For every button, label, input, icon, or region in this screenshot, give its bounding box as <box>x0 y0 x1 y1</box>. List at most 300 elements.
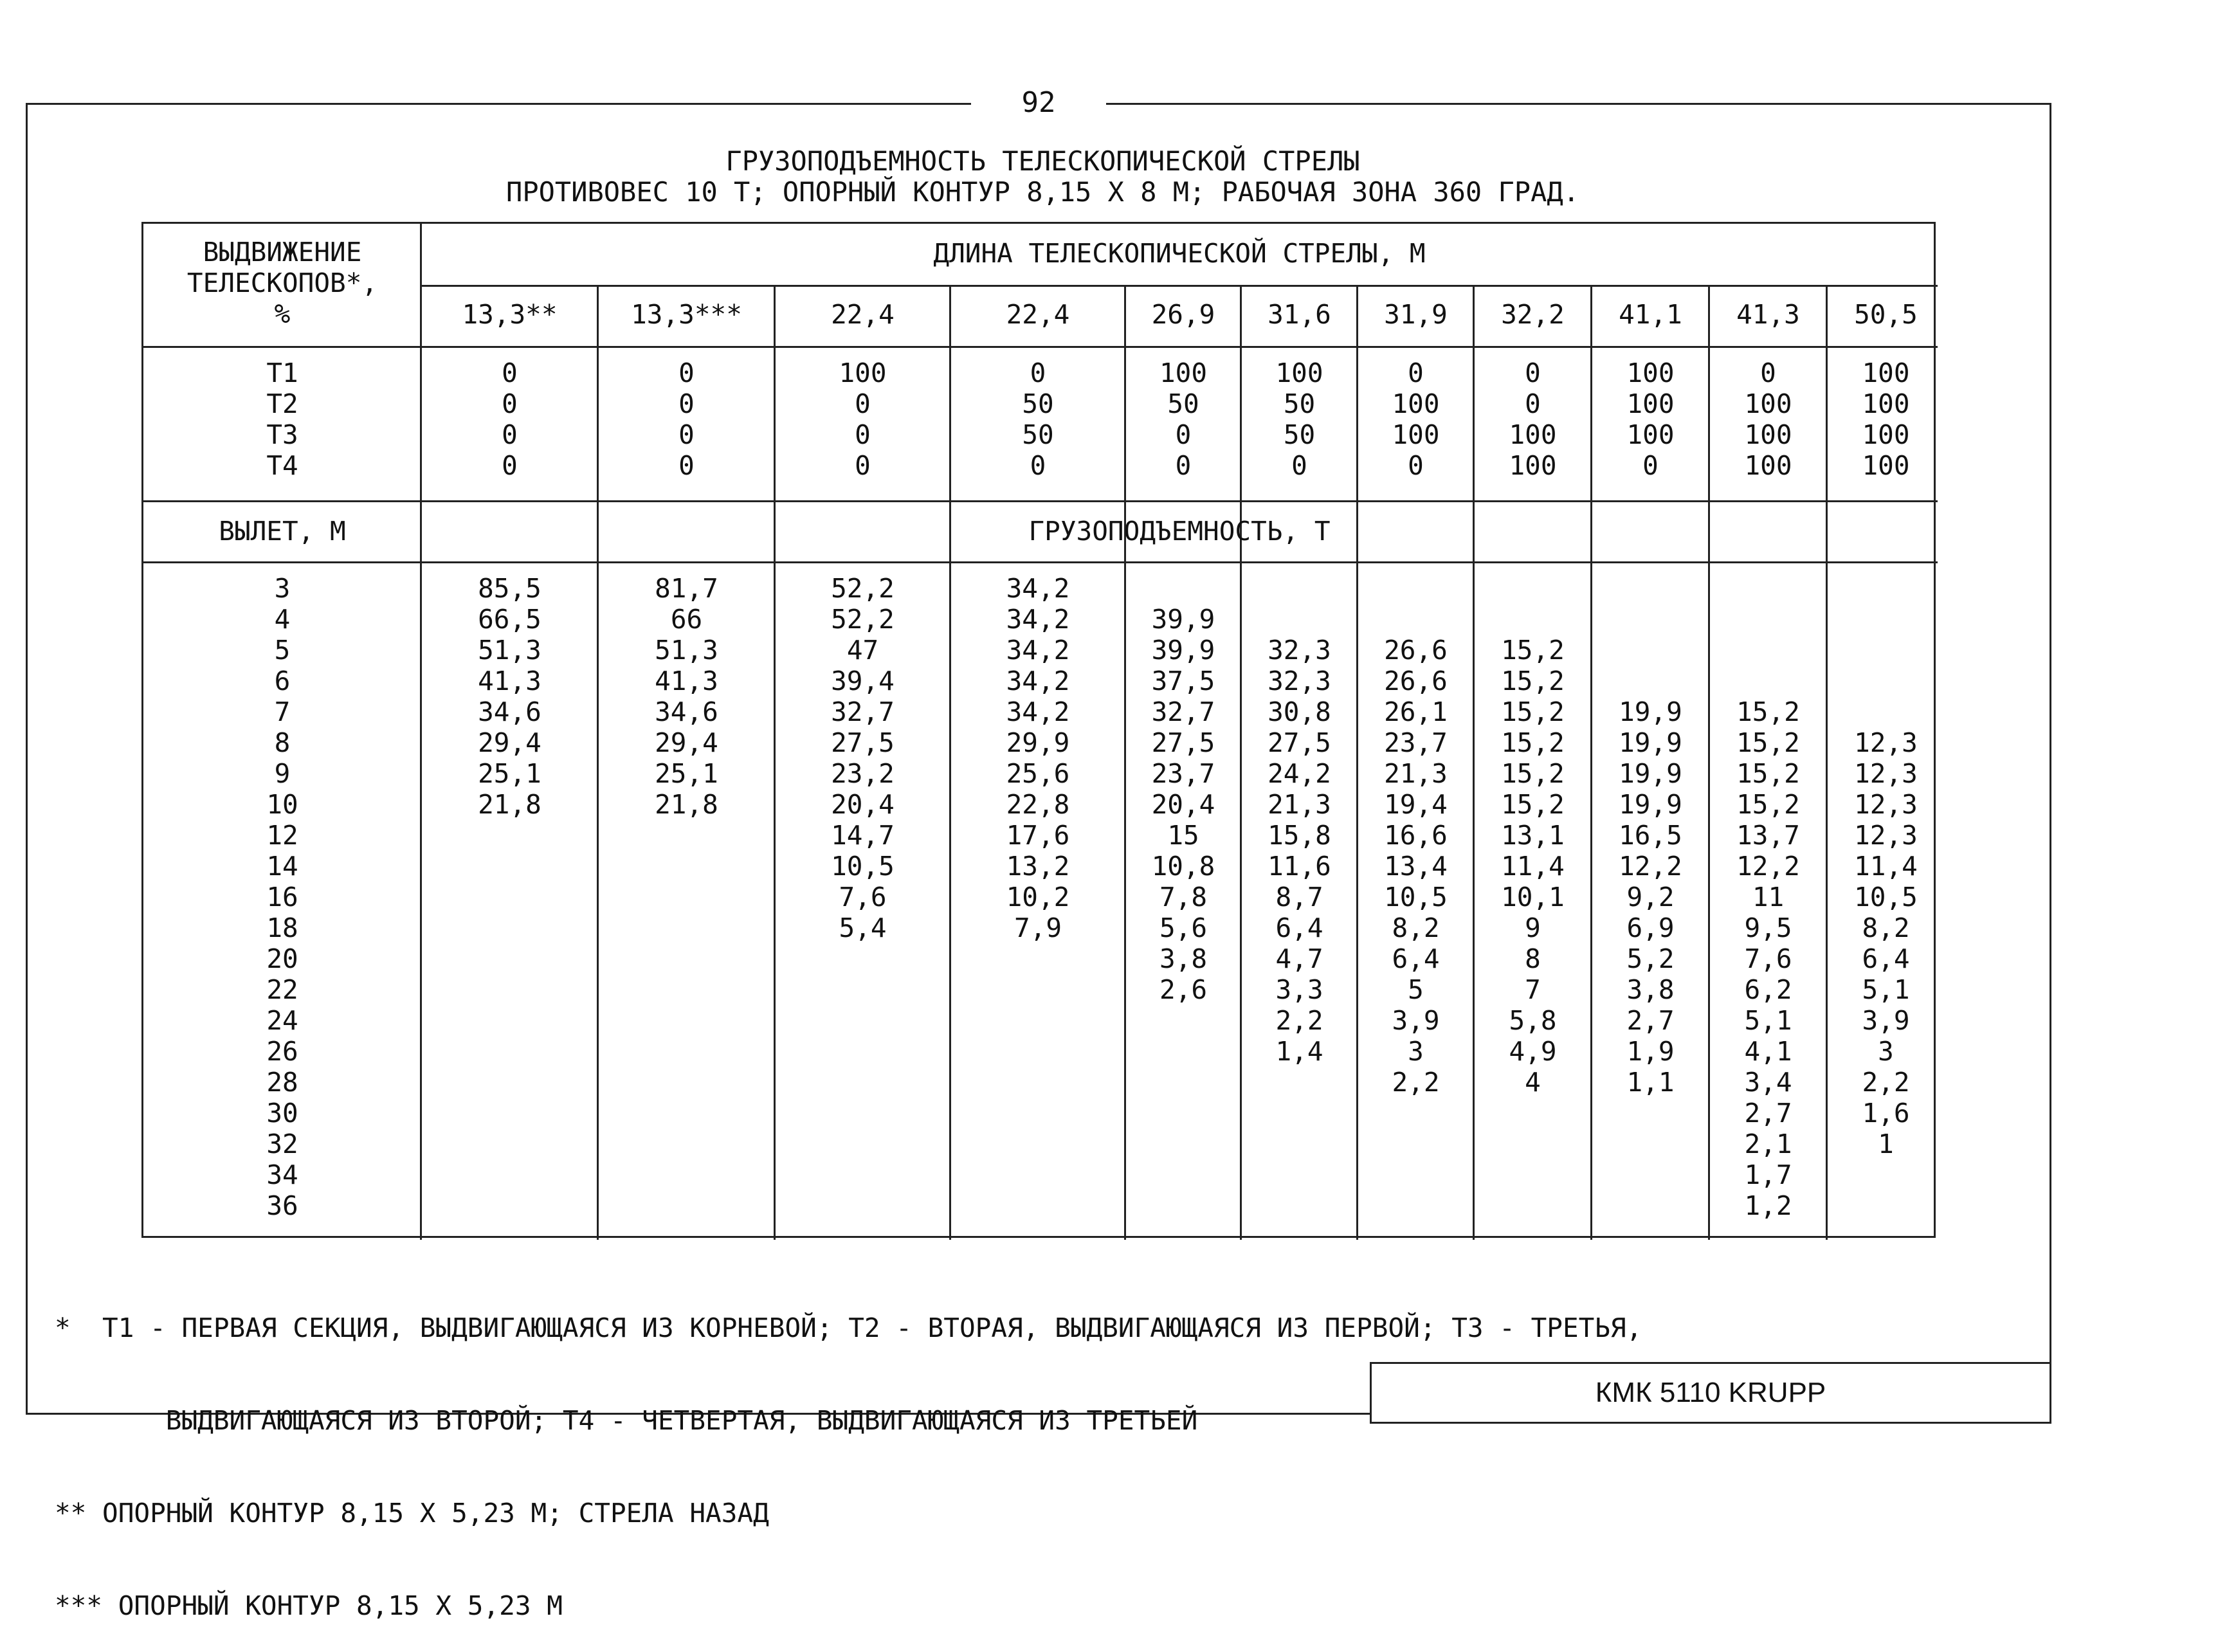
extension-value: 0 <box>502 388 518 419</box>
capacity-value: 4 <box>1525 1067 1541 1098</box>
capacity-column <box>950 573 1125 1221</box>
capacity-value <box>1125 1098 1241 1129</box>
section-label: Т1 <box>266 358 298 388</box>
capacity-value: 7,8 <box>1159 882 1208 912</box>
capacity-value: 15,2 <box>1501 789 1565 820</box>
capacity-value <box>1125 1067 1241 1098</box>
capacity-value <box>1474 604 1592 635</box>
footnote-line: ** ОПОРНЫЙ КОНТУР 8,15 Х 5,23 М; СТРЕЛА НАЗАД <box>55 1498 769 1529</box>
capacity-value <box>598 1067 775 1098</box>
capacity-value: 3,9 <box>1392 1005 1440 1036</box>
capacity-value: 10,5 <box>1854 882 1918 912</box>
capacity-value <box>1125 1129 1241 1159</box>
capacity-value: 27,5 <box>1151 727 1215 758</box>
capacity-value <box>421 974 598 1005</box>
capacity-value <box>1827 573 1945 604</box>
extension-value: 100 <box>1744 450 1792 481</box>
extension-value: 100 <box>1862 358 1910 388</box>
extension-value: 50 <box>1167 388 1199 419</box>
capacity-value <box>1358 1098 1474 1129</box>
boom-length-cell: 26,9 <box>1151 299 1215 330</box>
boom-length-cell: 31,9 <box>1384 299 1448 330</box>
radius-value: 8 <box>274 727 291 758</box>
capacity-value: 47 <box>846 635 879 666</box>
boom-length-cell: 31,6 <box>1268 299 1331 330</box>
capacity-value <box>1241 1129 1358 1159</box>
capacity-value: 5,8 <box>1509 1005 1557 1036</box>
capacity-value <box>775 1159 950 1190</box>
extension-value: 0 <box>1525 388 1541 419</box>
capacity-value: 3,3 <box>1275 974 1323 1005</box>
capacity-value <box>1125 1005 1241 1036</box>
capacity-value <box>1709 635 1827 666</box>
capacity-value: 29,4 <box>478 727 541 758</box>
boom-length-cell: 41,1 <box>1619 299 1682 330</box>
capacity-value <box>421 1098 598 1129</box>
capacity-value: 26,1 <box>1384 696 1448 727</box>
capacity-value <box>950 1036 1125 1067</box>
capacity-value <box>1474 1098 1592 1129</box>
radius-value: 14 <box>266 851 298 882</box>
capacity-value <box>1592 604 1709 635</box>
capacity-value: 51,3 <box>655 635 718 666</box>
capacity-value: 27,5 <box>831 727 895 758</box>
extension-value: 100 <box>1862 450 1910 481</box>
capacity-value: 37,5 <box>1151 666 1215 696</box>
capacity-value <box>421 1159 598 1190</box>
extension-value: 0 <box>1408 450 1424 481</box>
capacity-value: 16,5 <box>1619 820 1682 851</box>
capacity-value <box>598 1159 775 1190</box>
capacity-value: 66,5 <box>478 604 541 635</box>
capacity-value: 11,4 <box>1854 851 1918 882</box>
footnote-line: *** ОПОРНЫЙ КОНТУР 8,15 Х 5,23 М <box>55 1590 563 1621</box>
capacity-value <box>775 1190 950 1221</box>
extension-column <box>1592 358 1709 481</box>
capacity-value: 10,5 <box>1384 882 1448 912</box>
capacity-column <box>1474 573 1592 1221</box>
grid-horizontal-line <box>421 285 1938 287</box>
capacity-column <box>598 573 775 1221</box>
capacity-value: 23,7 <box>1151 758 1215 789</box>
capacity-value <box>421 1190 598 1221</box>
capacity-value <box>1358 1159 1474 1190</box>
capacity-value <box>1827 604 1945 635</box>
capacity-value: 66 <box>670 604 703 635</box>
capacity-value <box>421 912 598 943</box>
capacity-value: 25,1 <box>655 758 718 789</box>
radius-value: 22 <box>266 974 298 1005</box>
boom-length-cell: 22,4 <box>1006 299 1070 330</box>
footnote-line: ВЫДВИГАЮЩАЯСЯ ИЗ ВТОРОЙ; Т4 - ЧЕТВЕРТАЯ, ВЫДВИГАЮЩАЯСЯ ИЗ ТРЕТЬЕЙ <box>55 1405 1198 1436</box>
radius-value: 34 <box>266 1159 298 1190</box>
extension-value: 0 <box>678 388 695 419</box>
capacity-value: 24,2 <box>1268 758 1331 789</box>
capacity-value <box>1474 1190 1592 1221</box>
radius-value: 3 <box>274 573 291 604</box>
radius-value: 18 <box>266 912 298 943</box>
extension-value: 0 <box>678 450 695 481</box>
capacity-value <box>775 1067 950 1098</box>
boom-length-header: ДЛИНА ТЕЛЕСКОПИЧЕСКОЙ СТРЕЛЫ, М <box>933 238 1426 269</box>
capacity-value: 19,9 <box>1619 696 1682 727</box>
radius-value: 4 <box>274 604 291 635</box>
capacity-value <box>598 820 775 851</box>
capacity-value: 1,9 <box>1626 1036 1675 1067</box>
capacity-value: 15,2 <box>1501 758 1565 789</box>
extension-column <box>1125 358 1241 481</box>
extension-value: 0 <box>855 388 871 419</box>
capacity-value: 3,9 <box>1862 1005 1910 1036</box>
boom-length-cell: 50,5 <box>1854 299 1918 330</box>
capacity-value: 4,1 <box>1744 1036 1792 1067</box>
capacity-value: 1 <box>1878 1129 1894 1159</box>
capacity-value <box>1125 1036 1241 1067</box>
capacity-value: 15,2 <box>1501 696 1565 727</box>
capacity-value: 17,6 <box>1006 820 1070 851</box>
capacity-header: ГРУЗОПОДЪЕМНОСТЬ, Т <box>1028 516 1331 547</box>
grid-horizontal-line <box>143 500 1938 502</box>
capacity-value <box>598 1098 775 1129</box>
capacity-value: 8 <box>1525 943 1541 974</box>
capacity-value <box>598 1005 775 1036</box>
capacity-value: 34,2 <box>1006 604 1070 635</box>
capacity-value <box>950 1129 1125 1159</box>
capacity-value: 23,2 <box>831 758 895 789</box>
capacity-value <box>1592 666 1709 696</box>
capacity-value: 15,2 <box>1736 789 1800 820</box>
capacity-value: 5,6 <box>1159 912 1208 943</box>
capacity-value: 3,4 <box>1744 1067 1792 1098</box>
capacity-value: 29,4 <box>655 727 718 758</box>
radius-header: ВЫЛЕТ, М <box>219 516 346 547</box>
capacity-value: 1,4 <box>1275 1036 1323 1067</box>
capacity-value <box>1827 1190 1945 1221</box>
section-label: Т3 <box>266 419 298 450</box>
extension-value: 0 <box>502 419 518 450</box>
capacity-value <box>1592 1190 1709 1221</box>
radius-value: 36 <box>266 1190 298 1221</box>
extension-value: 100 <box>1509 450 1557 481</box>
capacity-column <box>421 573 598 1221</box>
page-number: 92 <box>971 84 1106 122</box>
radius-column <box>143 573 421 1221</box>
capacity-column <box>1358 573 1474 1221</box>
boom-length-cell: 32,2 <box>1501 299 1565 330</box>
capacity-value: 32,7 <box>831 696 895 727</box>
radius-value: 5 <box>274 635 291 666</box>
table-title: ГРУЗОПОДЪЕМНОСТЬ ТЕЛЕСКОПИЧЕСКОЙ СТРЕЛЫ <box>725 145 1360 177</box>
capacity-value <box>1358 604 1474 635</box>
extension-value: 50 <box>1283 419 1316 450</box>
capacity-column <box>1709 573 1827 1221</box>
radius-value: 24 <box>266 1005 298 1036</box>
capacity-value: 14,7 <box>831 820 895 851</box>
capacity-value: 15 <box>1167 820 1199 851</box>
capacity-value: 23,7 <box>1384 727 1448 758</box>
capacity-column <box>1125 573 1241 1221</box>
extension-value: 50 <box>1022 419 1054 450</box>
capacity-value: 41,3 <box>655 666 718 696</box>
capacity-value: 3,8 <box>1626 974 1675 1005</box>
capacity-value <box>1125 573 1241 604</box>
extension-value: 100 <box>839 358 887 388</box>
extension-value: 50 <box>1283 388 1316 419</box>
radius-value: 30 <box>266 1098 298 1129</box>
capacity-value: 34,2 <box>1006 635 1070 666</box>
capacity-value: 32,3 <box>1268 635 1331 666</box>
capacity-value <box>775 943 950 974</box>
capacity-value: 2,6 <box>1159 974 1208 1005</box>
capacity-value: 13,1 <box>1501 820 1565 851</box>
capacity-value: 5,2 <box>1626 943 1675 974</box>
capacity-value: 12,3 <box>1854 820 1918 851</box>
capacity-value: 11 <box>1752 882 1785 912</box>
capacity-value: 3 <box>1878 1036 1894 1067</box>
capacity-value <box>1827 696 1945 727</box>
extension-value: 100 <box>1626 419 1675 450</box>
capacity-value: 6,2 <box>1744 974 1792 1005</box>
capacity-value: 10,8 <box>1151 851 1215 882</box>
capacity-column <box>1827 573 1945 1221</box>
capacity-value <box>775 1098 950 1129</box>
capacity-value: 2,1 <box>1744 1129 1792 1159</box>
capacity-value: 21,8 <box>478 789 541 820</box>
capacity-value <box>775 1129 950 1159</box>
capacity-value: 10,1 <box>1501 882 1565 912</box>
capacity-value: 8,2 <box>1862 912 1910 943</box>
capacity-value: 2,7 <box>1744 1098 1792 1129</box>
capacity-value <box>421 1005 598 1036</box>
extension-column <box>598 358 775 481</box>
extension-value: 0 <box>678 358 695 388</box>
capacity-value: 27,5 <box>1268 727 1331 758</box>
extension-column <box>421 358 598 481</box>
capacity-value <box>598 974 775 1005</box>
capacity-value <box>950 943 1125 974</box>
capacity-value <box>1241 1159 1358 1190</box>
capacity-value <box>598 1190 775 1221</box>
extension-value: 100 <box>1744 388 1792 419</box>
capacity-value: 19,4 <box>1384 789 1448 820</box>
capacity-value <box>1358 1129 1474 1159</box>
capacity-value <box>1709 573 1827 604</box>
capacity-value <box>1827 635 1945 666</box>
capacity-value <box>1474 573 1592 604</box>
capacity-value: 81,7 <box>655 573 718 604</box>
capacity-value: 7,6 <box>839 882 887 912</box>
section-label: Т2 <box>266 388 298 419</box>
extension-value: 100 <box>1392 388 1440 419</box>
radius-value: 16 <box>266 882 298 912</box>
capacity-value: 21,3 <box>1384 758 1448 789</box>
capacity-value <box>421 882 598 912</box>
capacity-value <box>1358 1190 1474 1221</box>
capacity-value: 30,8 <box>1268 696 1331 727</box>
capacity-value: 39,9 <box>1151 635 1215 666</box>
capacity-value <box>1474 1129 1592 1159</box>
capacity-value: 16,6 <box>1384 820 1448 851</box>
extension-value: 100 <box>1509 419 1557 450</box>
section-label: Т4 <box>266 450 298 481</box>
capacity-value: 11,6 <box>1268 851 1331 882</box>
capacity-value <box>950 1159 1125 1190</box>
capacity-value <box>1241 573 1358 604</box>
capacity-value: 5,4 <box>839 912 887 943</box>
capacity-value: 15,2 <box>1736 696 1800 727</box>
capacity-value: 11,4 <box>1501 851 1565 882</box>
capacity-value: 3,8 <box>1159 943 1208 974</box>
extension-value: 100 <box>1862 419 1910 450</box>
capacity-value: 10,2 <box>1006 882 1070 912</box>
capacity-value: 12,2 <box>1736 851 1800 882</box>
capacity-value: 32,7 <box>1151 696 1215 727</box>
capacity-value <box>421 1067 598 1098</box>
capacity-column <box>775 573 950 1221</box>
footnotes <box>55 1251 1642 1652</box>
capacity-value <box>1827 666 1945 696</box>
capacity-value <box>421 820 598 851</box>
capacity-value: 21,3 <box>1268 789 1331 820</box>
title-block-stamp: КМК 5110 KRUPP <box>1370 1362 2051 1424</box>
extension-value: 0 <box>1030 358 1046 388</box>
capacity-value: 12,3 <box>1854 758 1918 789</box>
extension-column <box>1241 358 1358 481</box>
capacity-value: 7 <box>1525 974 1541 1005</box>
capacity-value: 21,8 <box>655 789 718 820</box>
capacity-value <box>1827 1159 1945 1190</box>
capacity-value <box>1709 666 1827 696</box>
capacity-value: 6,9 <box>1626 912 1675 943</box>
boom-length-cell: 13,3** <box>462 299 558 330</box>
capacity-value <box>1241 604 1358 635</box>
extension-column <box>1827 358 1945 481</box>
capacity-value: 9,2 <box>1626 882 1675 912</box>
capacity-value: 2,7 <box>1626 1005 1675 1036</box>
extension-value: 100 <box>1392 419 1440 450</box>
capacity-value <box>421 851 598 882</box>
capacity-value: 4,9 <box>1509 1036 1557 1067</box>
radius-value: 10 <box>266 789 298 820</box>
capacity-value: 12,2 <box>1619 851 1682 882</box>
boom-length-cell: 22,4 <box>831 299 895 330</box>
capacity-value: 3 <box>1408 1036 1424 1067</box>
capacity-value <box>598 1036 775 1067</box>
capacity-value: 32,3 <box>1268 666 1331 696</box>
capacity-value: 13,4 <box>1384 851 1448 882</box>
capacity-value: 15,2 <box>1501 727 1565 758</box>
extension-value: 100 <box>1862 388 1910 419</box>
capacity-value: 20,4 <box>1151 789 1215 820</box>
capacity-value <box>950 1190 1125 1221</box>
capacity-value <box>950 1098 1125 1129</box>
capacity-value: 2,2 <box>1862 1067 1910 1098</box>
capacity-value: 12,3 <box>1854 789 1918 820</box>
capacity-value: 51,3 <box>478 635 541 666</box>
capacity-value: 34,2 <box>1006 573 1070 604</box>
capacity-value: 6,4 <box>1275 912 1323 943</box>
capacity-value: 25,1 <box>478 758 541 789</box>
capacity-value: 12,3 <box>1854 727 1918 758</box>
capacity-value: 34,6 <box>655 696 718 727</box>
extension-value: 0 <box>502 450 518 481</box>
extension-value: 0 <box>1408 358 1424 388</box>
capacity-value <box>1592 635 1709 666</box>
extension-value: 100 <box>1744 419 1792 450</box>
capacity-value <box>598 943 775 974</box>
capacity-value: 2,2 <box>1392 1067 1440 1098</box>
capacity-value: 39,4 <box>831 666 895 696</box>
capacity-value <box>1592 1159 1709 1190</box>
capacity-value: 1,1 <box>1626 1067 1675 1098</box>
capacity-value: 1,2 <box>1744 1190 1792 1221</box>
capacity-value <box>1125 1190 1241 1221</box>
capacity-value <box>950 1005 1125 1036</box>
load-chart-table <box>141 222 1936 1238</box>
extension-value: 100 <box>1159 358 1208 388</box>
table-subtitle: ПРОТИВОВЕС 10 Т; ОПОРНЫЙ КОНТУР 8,15 Х 8 М; РАБОЧАЯ ЗОНА 360 ГРАД. <box>506 176 1579 208</box>
capacity-value: 7,6 <box>1744 943 1792 974</box>
capacity-value: 13,2 <box>1006 851 1070 882</box>
boom-length-cell: 41,3 <box>1736 299 1800 330</box>
capacity-value: 15,2 <box>1736 727 1800 758</box>
capacity-column <box>1241 573 1358 1221</box>
extension-value: 100 <box>1275 358 1323 388</box>
capacity-value <box>1709 604 1827 635</box>
capacity-value: 29,9 <box>1006 727 1070 758</box>
radius-value: 32 <box>266 1129 298 1159</box>
capacity-value: 15,2 <box>1501 666 1565 696</box>
capacity-value: 5,1 <box>1862 974 1910 1005</box>
boom-length-cell: 13,3*** <box>631 299 742 330</box>
capacity-value: 19,9 <box>1619 727 1682 758</box>
capacity-value: 1,7 <box>1744 1159 1792 1190</box>
extension-value: 0 <box>855 419 871 450</box>
capacity-value: 41,3 <box>478 666 541 696</box>
extension-value: 100 <box>1626 358 1675 388</box>
capacity-value: 6,4 <box>1862 943 1910 974</box>
capacity-value <box>775 1036 950 1067</box>
footnote-line: * Т1 - ПЕРВАЯ СЕКЦИЯ, ВЫДВИГАЮЩАЯСЯ ИЗ КОРНЕВОЙ; Т2 - ВТОРАЯ, ВЫДВИГАЮЩАЯСЯ ИЗ ПЕРВОЙ; Т3 - ТРЕТЬЯ, <box>55 1312 1642 1343</box>
radius-value: 9 <box>274 758 291 789</box>
extension-column <box>1358 358 1474 481</box>
extension-header: ВЫДВИЖЕНИЕ ТЕЛЕСКОПОВ*, % <box>186 237 378 329</box>
extension-column <box>950 358 1125 481</box>
radius-value: 26 <box>266 1036 298 1067</box>
capacity-value: 20,4 <box>831 789 895 820</box>
capacity-value: 19,9 <box>1619 789 1682 820</box>
capacity-value: 85,5 <box>478 573 541 604</box>
capacity-value <box>1241 1098 1358 1129</box>
capacity-value: 6,4 <box>1392 943 1440 974</box>
capacity-value <box>1474 1159 1592 1190</box>
capacity-value: 4,7 <box>1275 943 1323 974</box>
capacity-value <box>598 912 775 943</box>
capacity-value <box>421 1129 598 1159</box>
capacity-value: 15,2 <box>1501 635 1565 666</box>
capacity-value <box>1241 1190 1358 1221</box>
section-labels <box>143 358 421 481</box>
capacity-value <box>775 1005 950 1036</box>
extension-value: 0 <box>1642 450 1659 481</box>
extension-value: 0 <box>1525 358 1541 388</box>
capacity-value <box>1241 1067 1358 1098</box>
capacity-value: 10,5 <box>831 851 895 882</box>
grid-horizontal-line <box>143 561 1938 563</box>
radius-value: 6 <box>274 666 291 696</box>
capacity-value: 15,2 <box>1736 758 1800 789</box>
radius-value: 7 <box>274 696 291 727</box>
